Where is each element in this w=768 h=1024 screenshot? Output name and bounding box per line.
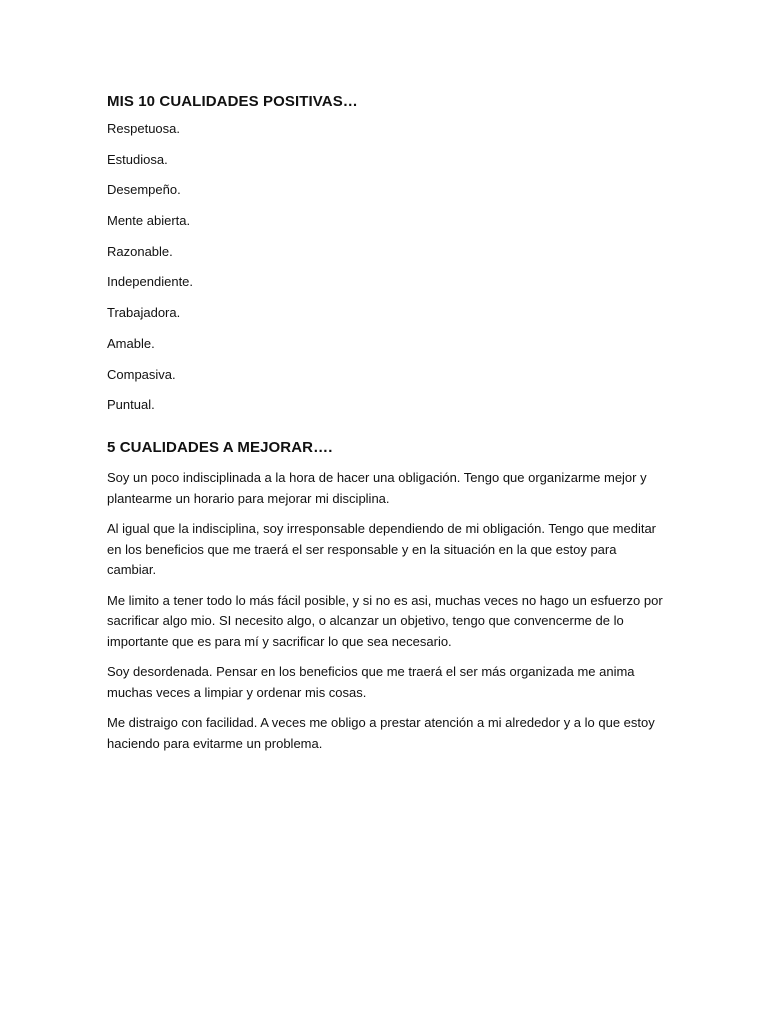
quality-item: Desempeño. [107, 182, 181, 198]
improvement-paragraph: Soy un poco indisciplinada a la hora de hacer una obligación. Tengo que organizarme mejor y plantearme un horario para mejorar mi disciplina. [107, 470, 647, 506]
improvement-paragraph: Me distraigo con facilidad. A veces me obligo a prestar atención a mi alrededor y a lo que estoy haciendo para evitarme un problema. [107, 715, 655, 751]
improvement-paragraph: Al igual que la indisciplina, soy irresponsable dependiendo de mi obligación. Tengo que meditar en los beneficios que me traerá el ser responsable y en la situación en la que estoy para cambiar. [107, 521, 657, 578]
quality-item: Respetuosa. [107, 121, 180, 136]
quality-item: Independiente. [107, 274, 194, 290]
quality-item: Mente abierta. [107, 213, 191, 229]
quality-item: Amable. [107, 335, 155, 351]
quality-item: Estudiosa. [107, 151, 168, 167]
quality-item: Compasiva. [107, 366, 176, 382]
improvement-paragraph: Me limito a tener todo lo más fácil posible, y si no es asi, muchas veces no hago un esfuerzo por sacrificar algo mio. SI necesito algo, o alcanzar un objetivo, tengo que convencerme de lo importante que es para mí y sacrificar lo que sea necesario. [107, 592, 663, 649]
improve-qualities-heading: 5 CUALIDADES A MEJORAR…. [107, 439, 333, 457]
quality-item: Trabajadora. [107, 305, 181, 321]
positive-qualities-heading: MIS 10 CUALIDADES POSITIVAS… [107, 93, 358, 110]
quality-item: Puntual. [107, 397, 155, 413]
positive-qualities-list [107, 119, 667, 415]
document-content [107, 92, 667, 764]
quality-item: Razonable. [107, 243, 173, 259]
improvement-paragraph: Soy desordenada. Pensar en los beneficios que me traerá el ser más organizada me anima muchas veces a limpiar y ordenar mis cosas. [107, 664, 635, 700]
